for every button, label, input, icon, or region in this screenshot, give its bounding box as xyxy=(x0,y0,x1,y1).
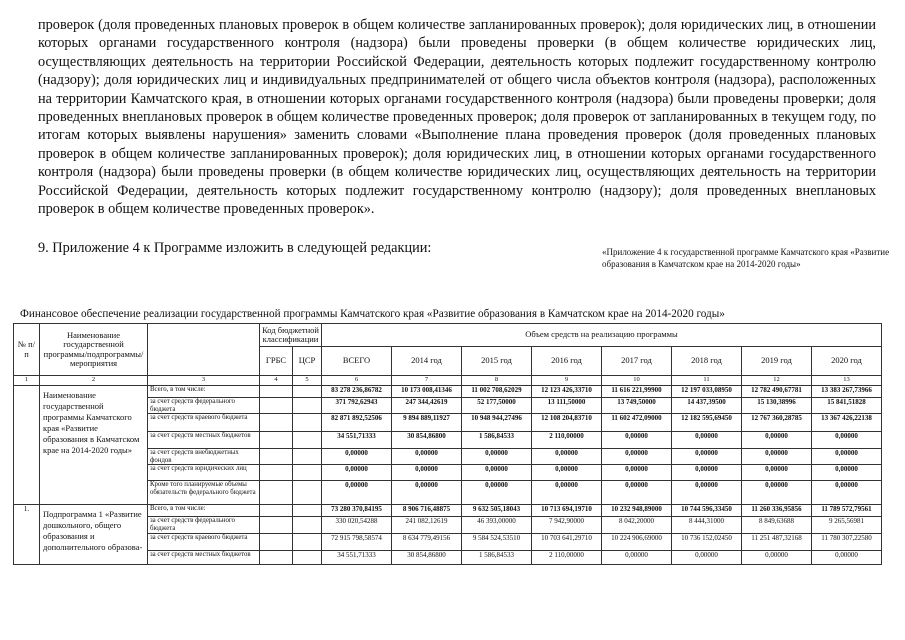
amount-cell: 0,00000 xyxy=(672,481,742,505)
amount-cell: 10 703 641,29710 xyxy=(532,533,602,550)
header-year: 2017 год xyxy=(602,347,672,376)
amount-cell: 9 584 524,53510 xyxy=(462,533,532,550)
amount-cell: 0,00000 xyxy=(602,550,672,564)
amount-cell: 73 280 370,84195 xyxy=(322,505,392,517)
funding-source: за счет средств местных бюджетов xyxy=(148,432,260,449)
funding-source: за счет средств федерального бюджета xyxy=(148,398,260,414)
amount-cell: 0,00000 xyxy=(322,465,392,481)
amount-cell: 11 260 336,95856 xyxy=(742,505,812,517)
code-cell xyxy=(260,386,293,398)
amount-cell: 0,00000 xyxy=(392,449,462,465)
amount-cell: 8 906 716,48875 xyxy=(392,505,462,517)
amount-cell: 241 082,12619 xyxy=(392,517,462,533)
amount-cell: 0,00000 xyxy=(742,465,812,481)
code-cell xyxy=(260,481,293,505)
amount-cell: 10 173 008,41346 xyxy=(392,386,462,398)
amount-cell: 0,00000 xyxy=(742,449,812,465)
amount-cell: 0,00000 xyxy=(812,481,882,505)
funding-source: за счет средств внебюджетных фондов xyxy=(148,449,260,465)
amount-cell: 52 177,50000 xyxy=(462,398,532,414)
amount-cell: 0,00000 xyxy=(742,550,812,564)
code-cell xyxy=(293,386,322,398)
program-number xyxy=(14,386,40,505)
amount-cell: 371 792,62943 xyxy=(322,398,392,414)
amount-cell: 0,00000 xyxy=(672,465,742,481)
amount-cell: 12 182 595,69450 xyxy=(672,414,742,432)
amount-cell: 1 586,84533 xyxy=(462,550,532,564)
amount-cell: 82 871 892,52506 xyxy=(322,414,392,432)
header-num: № п/п xyxy=(14,324,40,376)
program-name: Наименование государственной программы Камчатского края «Развитие образования в Камчатском крае на 2014-2020 годы» xyxy=(40,386,148,505)
amount-cell: 12 782 490,67781 xyxy=(742,386,812,398)
header-volume: Объем средств на реализацию программы xyxy=(322,324,882,347)
header-year: 2018 год xyxy=(672,347,742,376)
funding-source: за счет средств местных бюджетов xyxy=(148,550,260,564)
amount-cell: 34 551,71333 xyxy=(322,432,392,449)
amount-cell: 72 915 798,58574 xyxy=(322,533,392,550)
col-number: 6 xyxy=(322,376,392,386)
amount-cell: 13 383 267,73966 xyxy=(812,386,882,398)
amount-cell: 330 020,54288 xyxy=(322,517,392,533)
amount-cell: 247 344,42619 xyxy=(392,398,462,414)
amount-cell: 15 130,38996 xyxy=(742,398,812,414)
code-cell xyxy=(293,550,322,564)
amount-cell: 9 894 889,11927 xyxy=(392,414,462,432)
code-cell xyxy=(293,533,322,550)
item-9-heading: 9. Приложение 4 к Программе изложить в следующей редакции: xyxy=(38,240,432,256)
amount-cell: 0,00000 xyxy=(602,432,672,449)
col-number: 13 xyxy=(812,376,882,386)
amount-cell: 0,00000 xyxy=(742,432,812,449)
amount-cell: 34 551,71333 xyxy=(322,550,392,564)
amount-cell: 0,00000 xyxy=(392,465,462,481)
col-number: 7 xyxy=(392,376,462,386)
amount-cell: 11 002 708,62029 xyxy=(462,386,532,398)
code-cell xyxy=(260,550,293,564)
amount-cell: 0,00000 xyxy=(462,465,532,481)
code-cell xyxy=(293,465,322,481)
code-cell xyxy=(260,533,293,550)
funding-source: за счет средств юридических лиц xyxy=(148,465,260,481)
col-number: 2 xyxy=(40,376,148,386)
program-row xyxy=(14,386,882,398)
amount-cell: 2 110,00000 xyxy=(532,550,602,564)
code-cell xyxy=(260,505,293,517)
amount-cell: 10 736 152,02450 xyxy=(672,533,742,550)
amount-cell: 12 767 360,28785 xyxy=(742,414,812,432)
amount-cell: 8 634 779,49156 xyxy=(392,533,462,550)
code-cell xyxy=(260,414,293,432)
amount-cell: 8 444,31000 xyxy=(672,517,742,533)
code-cell xyxy=(293,398,322,414)
amount-cell: 30 854,86800 xyxy=(392,550,462,564)
amount-cell: 8 042,20000 xyxy=(602,517,672,533)
col-number: 11 xyxy=(672,376,742,386)
header-csr: ЦСР xyxy=(293,347,322,376)
amount-cell: 0,00000 xyxy=(602,481,672,505)
amount-cell: 11 780 307,22580 xyxy=(812,533,882,550)
header-grbs: ГРБС xyxy=(260,347,293,376)
code-cell xyxy=(260,432,293,449)
amount-cell: 0,00000 xyxy=(812,465,882,481)
table-title: Финансовое обеспечение реализации государственной программы Камчатского края «Развитие образования в Камчатском крае на 2014-2020 годы» xyxy=(20,308,725,320)
amount-cell: 0,00000 xyxy=(672,550,742,564)
amount-cell: 0,00000 xyxy=(672,449,742,465)
amount-cell: 83 278 236,86782 xyxy=(322,386,392,398)
col-number: 10 xyxy=(602,376,672,386)
code-cell xyxy=(260,465,293,481)
col-number: 5 xyxy=(293,376,322,386)
header-year: 2015 год xyxy=(462,347,532,376)
amount-cell: 13 111,50000 xyxy=(532,398,602,414)
amount-cell: 0,00000 xyxy=(672,432,742,449)
header-year: 2020 год xyxy=(812,347,882,376)
amount-cell: 8 849,63688 xyxy=(742,517,812,533)
col-number: 1 xyxy=(14,376,40,386)
amount-cell: 10 713 694,19710 xyxy=(532,505,602,517)
amount-cell: 12 197 033,08950 xyxy=(672,386,742,398)
header-year: 2014 год xyxy=(392,347,462,376)
amount-cell: 10 744 596,33450 xyxy=(672,505,742,517)
funding-source: за счет средств краевого бюджета xyxy=(148,414,260,432)
funding-source: Кроме того планируемые объемы обязательств федерального бюджета xyxy=(148,481,260,505)
amount-cell: 0,00000 xyxy=(462,481,532,505)
col-number: 3 xyxy=(148,376,260,386)
amount-cell: 11 789 572,79561 xyxy=(812,505,882,517)
code-cell xyxy=(293,505,322,517)
amount-cell: 0,00000 xyxy=(602,449,672,465)
amount-cell: 12 108 204,83710 xyxy=(532,414,602,432)
amount-cell: 46 393,00000 xyxy=(462,517,532,533)
sub1-row xyxy=(14,505,882,517)
funding-source: Всего, в том числе: xyxy=(148,505,260,517)
amount-cell: 0,00000 xyxy=(532,481,602,505)
code-cell xyxy=(260,398,293,414)
code-cell xyxy=(293,481,322,505)
sub1-number: 1. xyxy=(14,505,40,564)
amount-cell: 10 948 944,27496 xyxy=(462,414,532,432)
amount-cell: 11 616 221,99900 xyxy=(602,386,672,398)
amount-cell: 1 586,84533 xyxy=(462,432,532,449)
col-number: 9 xyxy=(532,376,602,386)
body-paragraph: проверок (доля проведенных плановых проверок в общем количестве запланированных проверок); доля юридических лиц, в отношении которых органами государственного контроля (надзора) были проведены проверки (в общем количестве юридических лиц, осуществляющих деятельность на территории Российской Федерации, деятельность которых подлежит государственному контролю (надзору); доля юридических лиц и индивидуальных предпринимателей от общего числа объектов контроля (надзора), расположенных на территории Камчатского края, в отношении которых органами государственного контроля (надзора) были проведены проверки; доля проведенных внеплановых проверок в общем количестве проведенных проверок; доля проверок от запланированных в текущем году, по итогам которых выявлены нарушения» заменить словами «Выполнение плана проведения проверок (доля проведенных плановых проверок в общем количестве запланированных проверок); доля юридических лиц, в отношении которых органами государственного контроля (надзора) были проведены проверки (в общем количестве юридических лиц, осуществляющих деятельность на территории Российской Федерации, деятельность которых подлежит государственному контролю (надзору); доля проведенных внеплановых проверок в общем количестве проведенных проверок». xyxy=(38,17,876,218)
funding-source: за счет средств краевого бюджета xyxy=(148,533,260,550)
sub1-name: Подпрограмма 1 «Развитие дошкольного, общего образования и дополнительного образова- xyxy=(40,505,148,564)
code-cell xyxy=(260,517,293,533)
amount-cell: 0,00000 xyxy=(322,481,392,505)
amount-cell: 0,00000 xyxy=(812,432,882,449)
header-year: 2016 год xyxy=(532,347,602,376)
amount-cell: 0,00000 xyxy=(322,449,392,465)
financing-table xyxy=(13,323,882,565)
amount-cell: 15 841,51828 xyxy=(812,398,882,414)
amount-cell: 30 854,86800 xyxy=(392,432,462,449)
amount-cell: 0,00000 xyxy=(462,449,532,465)
col-number: 12 xyxy=(742,376,812,386)
amount-cell: 7 942,90000 xyxy=(532,517,602,533)
amount-cell: 0,00000 xyxy=(532,449,602,465)
amount-cell: 9 265,56981 xyxy=(812,517,882,533)
code-cell xyxy=(260,449,293,465)
code-cell xyxy=(293,517,322,533)
code-cell xyxy=(293,449,322,465)
header-total: ВСЕГО xyxy=(322,347,392,376)
header-blank xyxy=(148,324,260,376)
amount-cell: 13 367 426,22138 xyxy=(812,414,882,432)
header-name: Наименование государственной программы/подпрограммы/ мероприятия xyxy=(40,324,148,376)
amount-cell: 11 251 487,32168 xyxy=(742,533,812,550)
amount-cell: 10 224 906,69000 xyxy=(602,533,672,550)
amount-cell: 2 110,00000 xyxy=(532,432,602,449)
amount-cell: 0,00000 xyxy=(742,481,812,505)
col-number: 8 xyxy=(462,376,532,386)
amount-cell: 0,00000 xyxy=(602,465,672,481)
amount-cell: 0,00000 xyxy=(392,481,462,505)
col-number: 4 xyxy=(260,376,293,386)
column-number-row xyxy=(14,376,882,386)
amount-cell: 14 437,39500 xyxy=(672,398,742,414)
code-cell xyxy=(293,414,322,432)
header-year: 2019 год xyxy=(742,347,812,376)
code-cell xyxy=(293,432,322,449)
amount-cell: 10 232 948,89000 xyxy=(602,505,672,517)
appendix-note: «Приложение 4 к государственной программе Камчатского края «Развитие образования в Камчатском крае на 2014-2020 годы» xyxy=(602,247,890,269)
amount-cell: 9 632 505,18043 xyxy=(462,505,532,517)
amount-cell: 0,00000 xyxy=(532,465,602,481)
amount-cell: 12 123 426,33710 xyxy=(532,386,602,398)
amount-cell: 0,00000 xyxy=(812,449,882,465)
funding-source: Всего, в том числе: xyxy=(148,386,260,398)
header-code: Код бюджетной классификации xyxy=(260,324,322,347)
funding-source: за счет средств федерального бюджета xyxy=(148,517,260,533)
amount-cell: 13 749,50000 xyxy=(602,398,672,414)
amount-cell: 0,00000 xyxy=(812,550,882,564)
amount-cell: 11 602 472,09000 xyxy=(602,414,672,432)
